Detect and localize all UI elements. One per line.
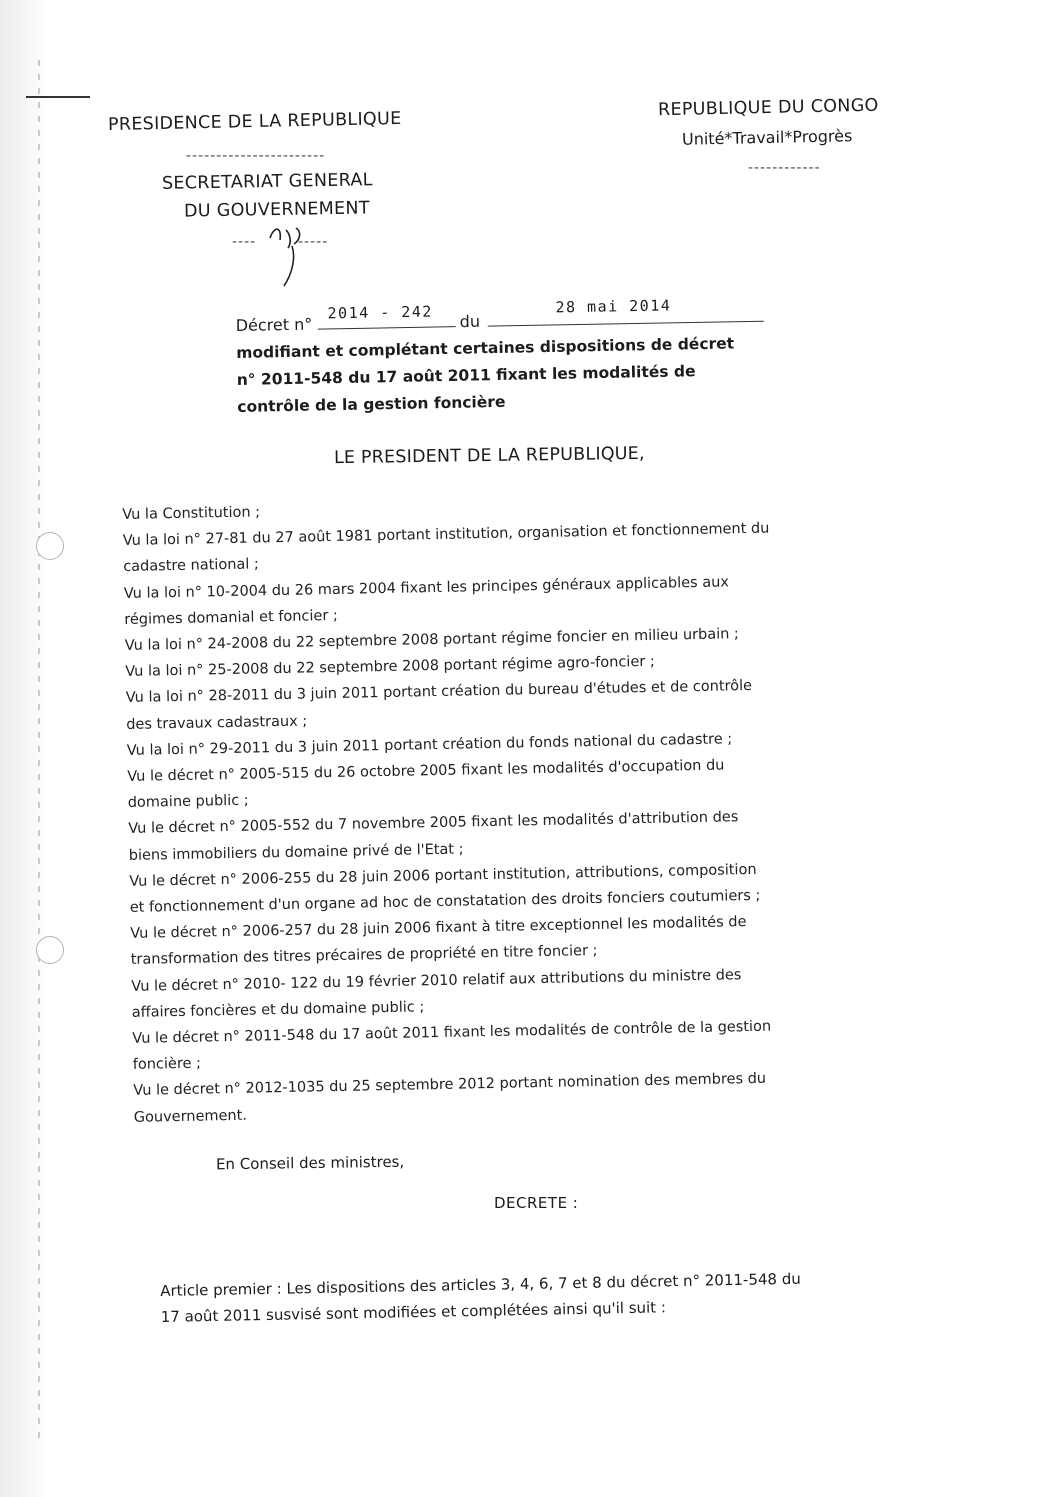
punch-hole-bottom [36,936,64,964]
visa-line: Vu la loi n° 27-81 du 27 août 1981 portant institution, organisation et fonctionnement du [122,520,770,550]
article-premier-line-2: 17 août 2011 susvisé sont modifiées et complétées ainsi qu'il suit : [160,1298,667,1326]
president-heading: LE PRESIDENT DE LA REPUBLIQUE, [333,443,645,469]
visa-line: Vu la loi n° 25-2008 du 22 septembre 2008 portant régime agro-foncier ; [125,654,655,681]
scan-binding-line [38,60,40,1440]
decree-title-line-1: modifiant et complétant certaines dispositions de décret [236,334,735,362]
visa-line: Vu la loi n° 10-2004 du 26 mars 2004 fixant les principes généraux applicables aux [123,573,730,602]
secretariat-heading: SECRETARIAT GENERAL [161,170,373,194]
decree-title-line-3: contrôle de la gestion foncière [237,392,506,416]
visa-line: cadastre national ; [123,556,260,576]
visa-line: Vu le décret n° 2005-515 du 26 octobre 2005 fixant les modalités d'occupation du [127,757,725,785]
visa-line: Vu le décret n° 2010- 122 du 19 février 2010 relatif aux attributions du ministre des [131,966,742,995]
decree-title-line-2: n° 2011-548 du 17 août 2011 fixant les modalités de [236,362,696,389]
article-premier-line-1: Article premier : Les dispositions des articles 3, 4, 6, 7 et 8 du décret n° 2011-548 du [160,1269,801,1300]
visa-line: Vu la loi n° 28-2011 du 3 juin 2011 portant création du bureau d'études et de contrôle [125,678,753,707]
visa-line: Vu la Constitution ; [122,504,261,523]
gouvernement-heading: DU GOUVERNEMENT [183,198,370,222]
devise: Unité*Travail*Progrès [681,126,853,149]
decrete-heading: DECRETE : [494,1194,579,1212]
conseil-des-ministres: En Conseil des ministres, [215,1152,405,1174]
punch-hole-top [36,532,64,560]
republique-heading: REPUBLIQUE DU CONGO [657,95,879,121]
header-separator-left: ----------------------- [186,148,326,164]
decree-number-underline [318,324,456,329]
header-separator-right: ------------ [748,160,821,176]
handwritten-initials-signature [262,220,322,290]
visa-line: Vu la loi n° 29-2011 du 3 juin 2011 portant création du fonds national du cadastre ; [126,731,733,759]
visa-line: Vu le décret n° 2006-257 du 28 juin 2006 fixant à titre exceptionnel les modalités de [130,914,747,943]
presidence-heading: PRESIDENCE DE LA REPUBLIQUE [107,108,402,136]
decree-du-label: du [459,311,481,332]
visa-line: Vu le décret n° 2012-1035 du 25 septembre 2012 portant nomination des membres du [133,1071,767,1100]
scan-edge-shadow [0,0,48,1497]
article-premier [160,1266,802,1330]
decree-date-underline [488,319,764,327]
decree-date: 28 mai 2014 [555,296,672,317]
signature-separator-left: ---- [232,234,257,250]
visa-line: domaine public ; [127,792,249,812]
visa-line: Gouvernement. [133,1107,248,1126]
visa-line: transformation des titres précaires de propriété en titre foncier ; [130,943,598,969]
visa-line: Vu le décret n° 2011-548 du 17 août 2011 fixant les modalités de contrôle de la gestion [132,1018,772,1047]
visa-line: Vu la loi n° 24-2008 du 22 septembre 2008 portant régime foncier en milieu urbain ; [124,626,740,654]
visa-line: et fonctionnement d'un organe ad hoc de constatation des droits fonciers coutumiers ; [129,887,761,916]
visa-line: Vu le décret n° 2005-552 du 7 novembre 2005 fixant les modalités d'attribution des [128,809,739,838]
decree-label: Décret n° [235,314,313,336]
visa-line: des travaux cadastraux ; [126,713,308,733]
visa-line: affaires foncières et du domaine public ; [131,999,425,1021]
signature-separator-right: ----- [298,234,329,250]
visa-line: biens immobiliers du domaine privé de l'Etat ; [128,841,464,864]
visa-line: régimes domanial et foncier ; [124,607,338,628]
decree-title [236,330,735,421]
visa-line: foncière ; [132,1055,202,1074]
visas-list [122,487,934,1131]
corner-mark [26,96,90,98]
visa-line: Vu le décret n° 2006-255 du 28 juin 2006 portant institution, attributions, composition [129,861,757,890]
decree-number: 2014 - 242 [327,302,434,323]
